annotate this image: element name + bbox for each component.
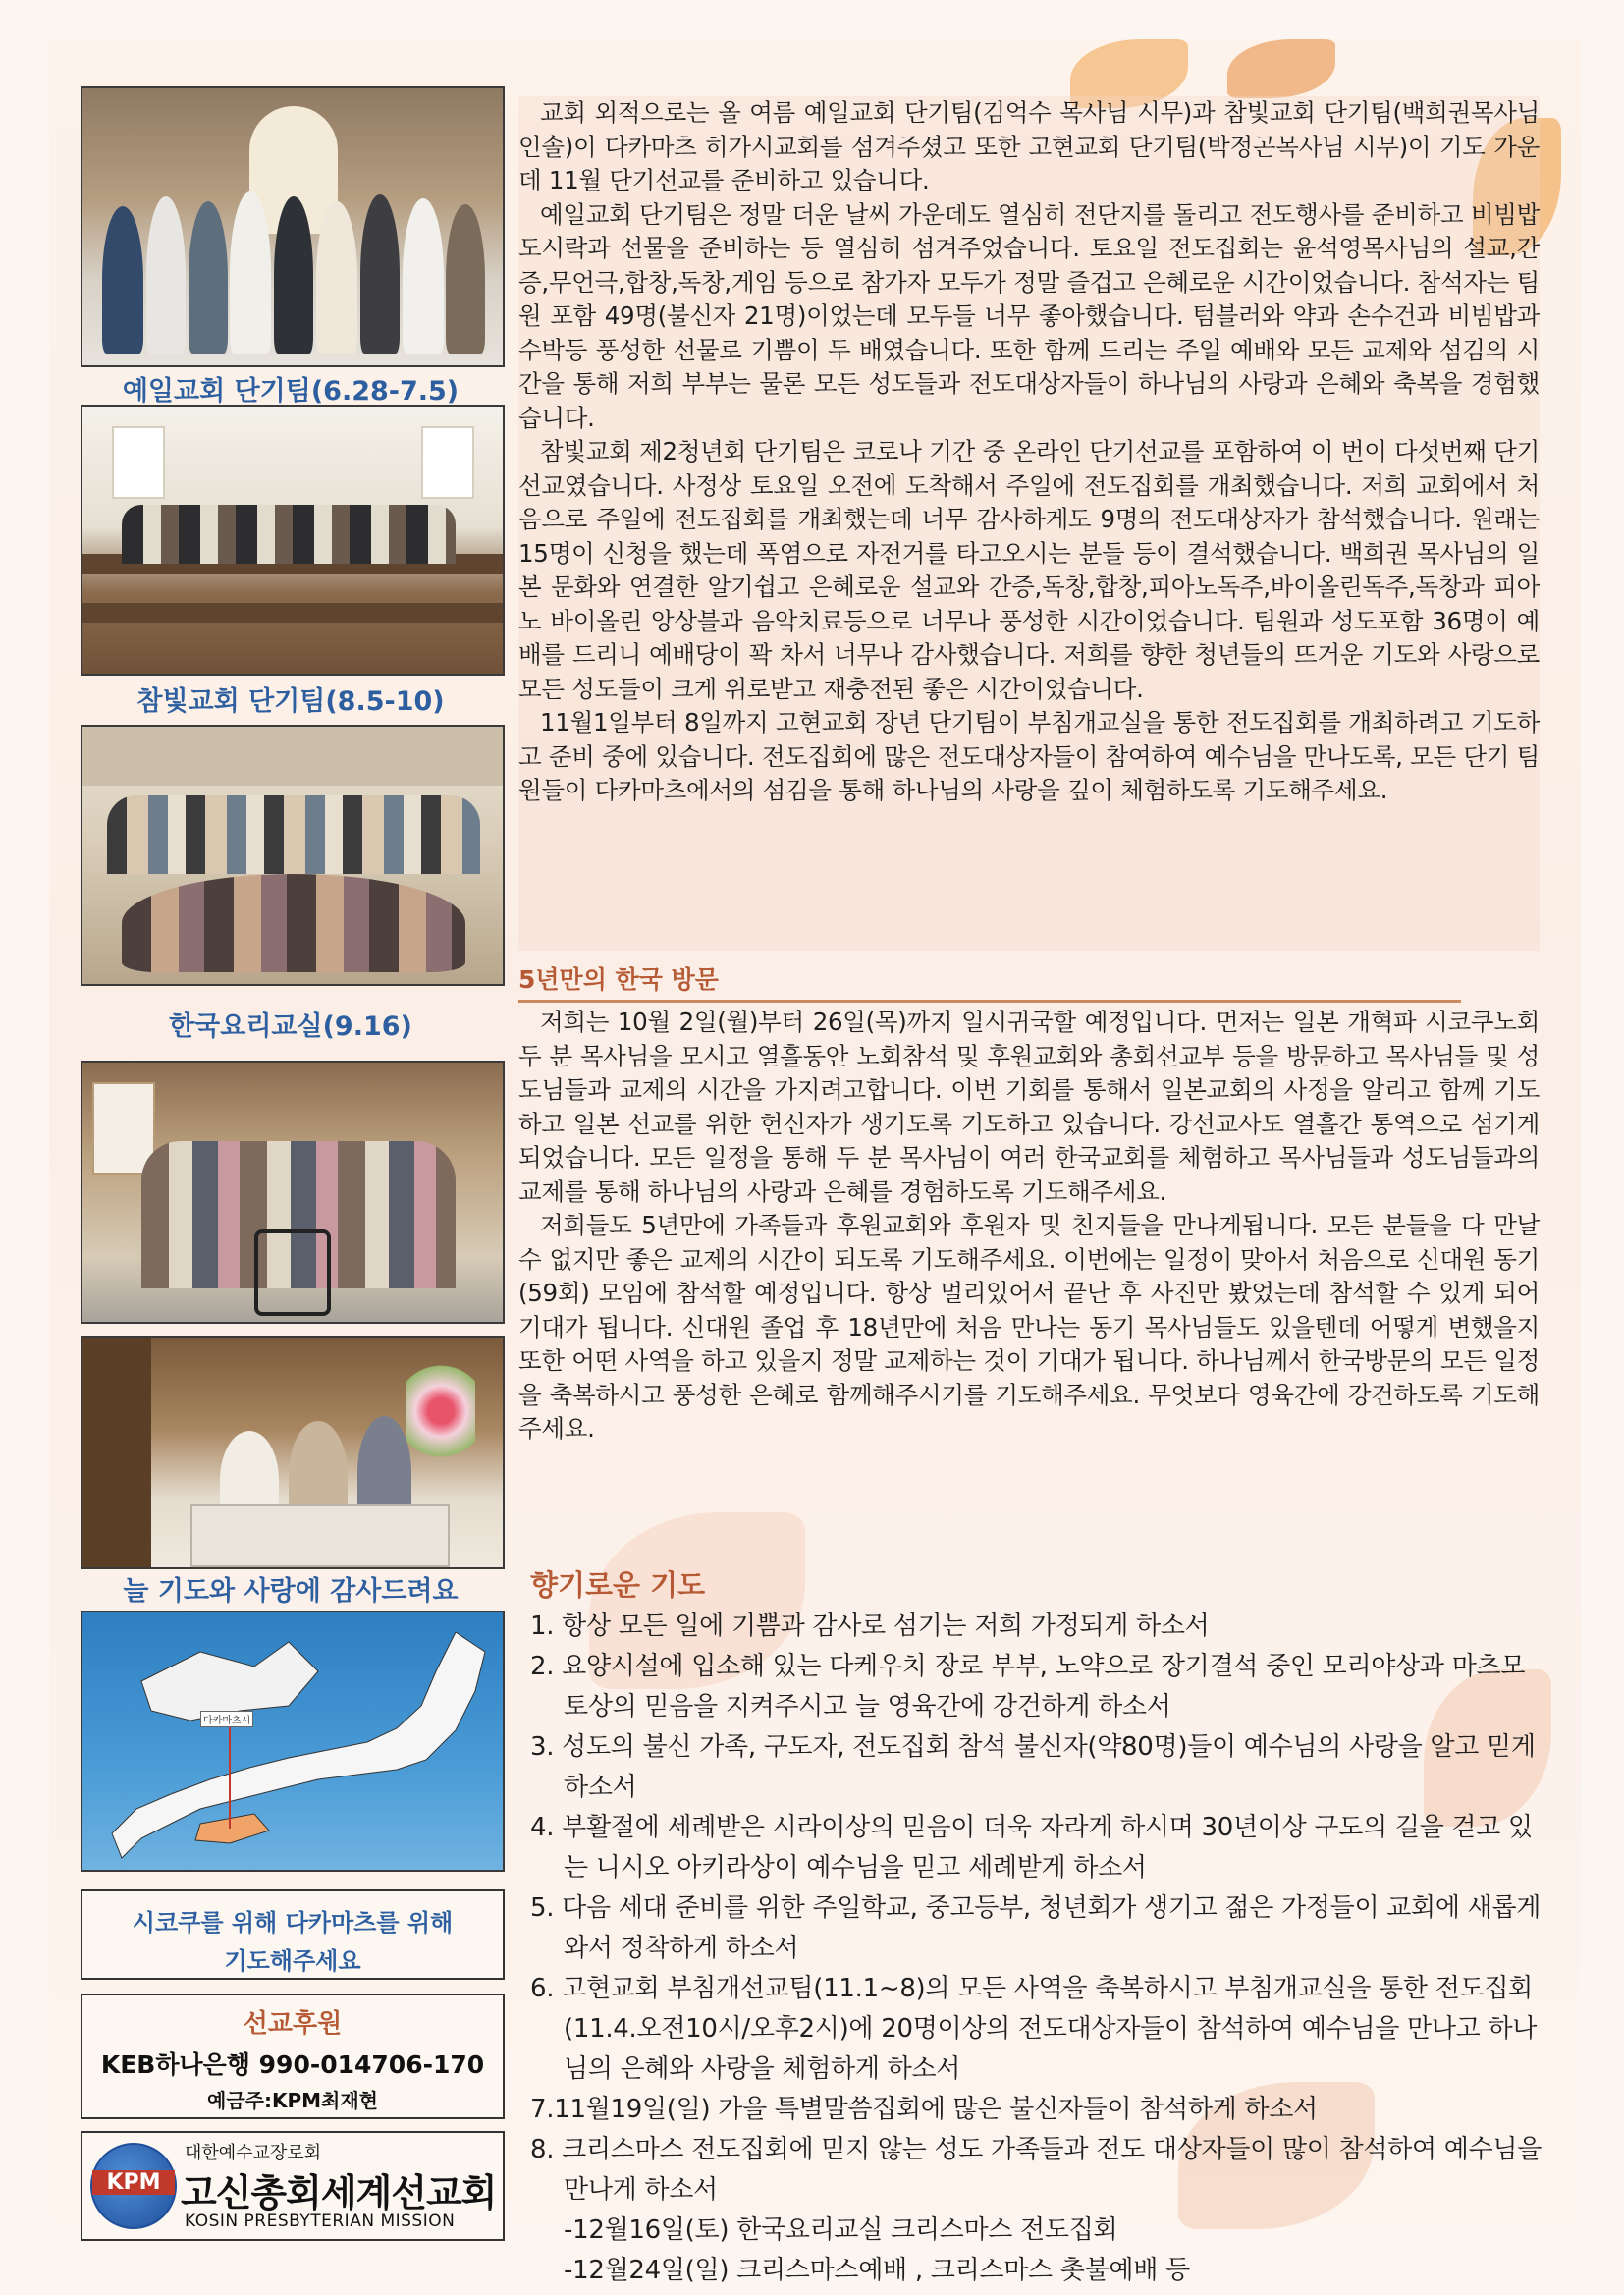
prayer-item: 6. 고현교회 부침개선교팀(11.1~8)의 모든 사역을 축복하시고 부침개교실을 통한 전도집회(11.4.오전10시/오후2시)에 20명이상의 전도대상자들이 참석하여 예수님을 만나고 하나님의 은혜와 사랑을 체험하게 하소서	[530, 1974, 1538, 2084]
support-holder: 예금주:KPM최재현	[207, 2089, 378, 2112]
article-paragraph: 교회 외적으로는 올 여름 예일교회 단기팀(김억수 목사님 시무)과 참빛교회 단기팀(백희권목사님 인솔)이 다카마츠 히가시교회를 섬겨주셨고 또한 고현교회 단기팀(박정곤목사님 시무)이 기도 가운데 11월 단기선교를 준비하고 있습니다.	[518, 98, 1540, 194]
section-heading-korea-visit: 5년만의 한국 방문	[518, 960, 1461, 1003]
article-paragraph: 저희는 10월 2일(월)부터 26일(목)까지 일시귀국할 예정입니다. 먼저는 일본 개혁파 시코쿠노회 두 분 목사님을 모시고 열흘동안 노회참석 및 후원교회와 총회선교부 등을 방문하고 목사님들 및 성도님들과 교제의 시간을 가지려고합니다. 이번 기회를 통해서 일본교회의 사정을 알리고 함께 기도하고 일본 선교를 위한 헌신자가 생기도록 기도하고 있습니다. 강선교사도 열흘간 통역으로 섬기게 되었습니다. 모든 일정을 통해 두 분 목사님이 여러 한국교회를 체험하고 목사님들과 성도님들과의 교제를 통해 하나님의 사랑과 은혜를 경험하도록 기도해주세요.	[518, 1008, 1540, 1206]
photo-caption: 예일교회 단기팀(6.28-7.5)	[122, 376, 460, 407]
article-paragraph: 11월1일부터 8일까지 고현교회 장년 단기팀이 부침개교실을 통한 전도집회를 개최하려고 기도하고 준비 중에 있습니다. 전도집회에 많은 전도대상자들이 참여하여 예수님을 만나도록, 모든 단기 팀원들이 다카마츠에서의 섬김을 통해 하나님의 사랑을 깊이 체험하도록 기도해주세요.	[518, 708, 1540, 804]
prayer-item: 5. 다음 세대 준비를 위한 주일학교, 중고등부, 청년회가 생기고 젊은 가정들이 교회에 새롭게 와서 정착하게 하소서	[530, 1893, 1542, 1963]
globe-emblem-icon	[90, 2143, 177, 2229]
photo-caption: 한국요리교실(9.16)	[169, 1011, 412, 1042]
logo-title: 고신총회세계선교회	[181, 2171, 497, 2214]
kpm-logo	[81, 2131, 505, 2241]
prayer-item: 7.11월19일(일) 가을 특별말씀집회에 많은 불신자들이 참석하게 하소서	[530, 2095, 1318, 2124]
prayer-list	[530, 1607, 1542, 2291]
logo-english: KOSIN PRESBYTERIAN MISSION	[185, 2212, 456, 2231]
emblem-text: KPM	[92, 2170, 175, 2195]
photo-thanks	[81, 1336, 505, 1569]
prayer-item: 1. 항상 모든 일에 기쁨과 감사로 섬기는 저희 가정되게 하소서	[530, 1612, 1210, 1641]
photo-caption: 참빛교회 단기팀(8.5-10)	[136, 686, 445, 717]
support-title: 선교후원	[243, 2009, 343, 2039]
photo-cooking-class	[81, 725, 505, 986]
prayer-subitem: -12월16일(토) 한국요리교실 크리스마스 전도집회	[564, 2215, 1118, 2245]
pray-box	[81, 1889, 505, 1980]
section-heading-prayer: 향기로운 기도	[530, 1568, 706, 1602]
prayer-item: 4. 부활절에 세례받은 시라이상의 믿음이 더욱 자라게 하시며 30년이상 구도의 길을 걷고 있는 니시오 아키라상이 예수님을 믿고 세례받게 하소서	[530, 1813, 1533, 1883]
photo-church-members	[81, 1061, 505, 1324]
article-short-term-teams	[518, 96, 1540, 951]
article-paragraph: 저희들도 5년만에 가족들과 후원교회와 후원자 및 친지들을 만나게됩니다. 모든 분들을 다 만날 수 없지만 좋은 교제의 시간이 되도록 기도해주세요. 이번에는 일정이 맞아서 처음으로 신대원 동기(59회) 모임에 참석할 예정입니다. 항상 멀리있어서 끝난 후 사진만 봤었는데 참석할 수 있게 되어 기대가 됩니다. 신대원 졸업 후 18년만에 처음 만나는 동기 목사님들도 있을텐데 어떻게 변했을지 또한 어떤 사역을 하고 있을지 정말 교제하는 것이 기대가 됩니다. 하나님께서 한국방문의 모든 일정을 축복하시고 풍성한 은혜로 함께해주시기를 기도해주세요. 무엇보다 영육간에 강건하도록 기도해주세요.	[518, 1211, 1540, 1443]
pray-box-line: 시코쿠를 위해 다카마츠를 위해	[132, 1909, 454, 1937]
prayer-item: 2. 요양시설에 입소해 있는 다케우치 장로 부부, 노약으로 장기결석 중인 모리야상과 마츠모토상의 믿음을 지켜주시고 늘 영육간에 강건하게 하소서	[530, 1652, 1526, 1721]
article-paragraph: 참빛교회 제2청년회 단기팀은 코로나 기간 중 온라인 단기선교를 포함하여 이 번이 다섯번째 단기선교였습니다. 사정상 토요일 오전에 도착해서 주일에 전도집회를 개최했습니다. 저희 교회에서 처음으로 주일에 전도집회를 개최했는데 너무 감사하게도 9명의 전도대상자가 참석했습니다. 원래는 15명이 신청을 했는데 폭염으로 자전거를 타고오시는 분들 등이 결석했습니다. 백희권 목사님의 일본 문화와 연결한 알기쉽고 은혜로운 설교와 간증,독창,합창,피아노독주,바이올린독주,독창과 피아노 바이올린 앙상블과 음악치료등으로 너무나 풍성한 시간이었습니다. 팀원과 성도포함 36명이 예배를 드리니 예배당이 꽉 차서 너무나 감사했습니다. 저희를 향한 청년들의 뜨거운 기도와 사랑으로 모든 성도들이 크게 위로받고 재충전된 좋은 시간이었습니다.	[518, 437, 1540, 703]
article-korea-visit	[518, 1006, 1540, 1447]
support-box	[81, 1994, 505, 2119]
support-account: KEB하나은행 990-014706-170	[100, 2050, 485, 2079]
prayer-subitem: -12월24일(일) 크리스마스예배 , 크리스마스 촛불예배 등	[564, 2256, 1190, 2285]
logo-subtitle: 대한예수교장로회	[185, 2143, 322, 2163]
japan-map	[81, 1611, 505, 1872]
photo-caption: 늘 기도와 사랑에 감사드려요	[123, 1576, 459, 1607]
prayer-item: 8. 크리스마스 전도집회에 믿지 않는 성도 가족들과 전도 대상자들이 많이 참석하여 예수님을 만나게 하소서	[530, 2135, 1543, 2205]
prayer-item: 3. 성도의 불신 가족, 구도자, 전도집회 참석 불신자(약80명)들이 예수님의 사랑을 알고 믿게 하소서	[530, 1732, 1536, 1802]
japan-map-graphic	[82, 1612, 503, 1870]
photo-chambit-team	[81, 405, 505, 676]
pray-box-line: 기도해주세요	[224, 1947, 361, 1975]
map-city-label: 다카마츠시	[200, 1711, 253, 1727]
photo-yeil-team	[81, 86, 505, 367]
article-paragraph: 예일교회 단기팀은 정말 더운 날씨 가운데도 열심히 전단지를 돌리고 전도행사를 준비하고 비빔밥 도시락과 선물을 준비하는 등 열심히 섬겨주었습니다. 토요일 전도집회는 윤석영목사님의 설교,간증,무언극,합창,독창,게임 등으로 참가자 모두가 정말 즐겁고 은혜로운 시간이었습니다. 참석자는 팀원 포함 49명(불신자 21명)이었는데 모두들 너무 좋아했습니다. 텀블러와 약과 손수건과 비빔밥과 수박등 풍성한 선물로 기쁨이 두 배였습니다. 또한 함께 드리는 주일 예배와 모든 교제와 섬김의 시간을 통해 저희 부부는 물론 모든 성도들과 전도대상자들이 하나님의 사랑과 은혜와 축복을 경험했습니다.	[518, 199, 1540, 432]
